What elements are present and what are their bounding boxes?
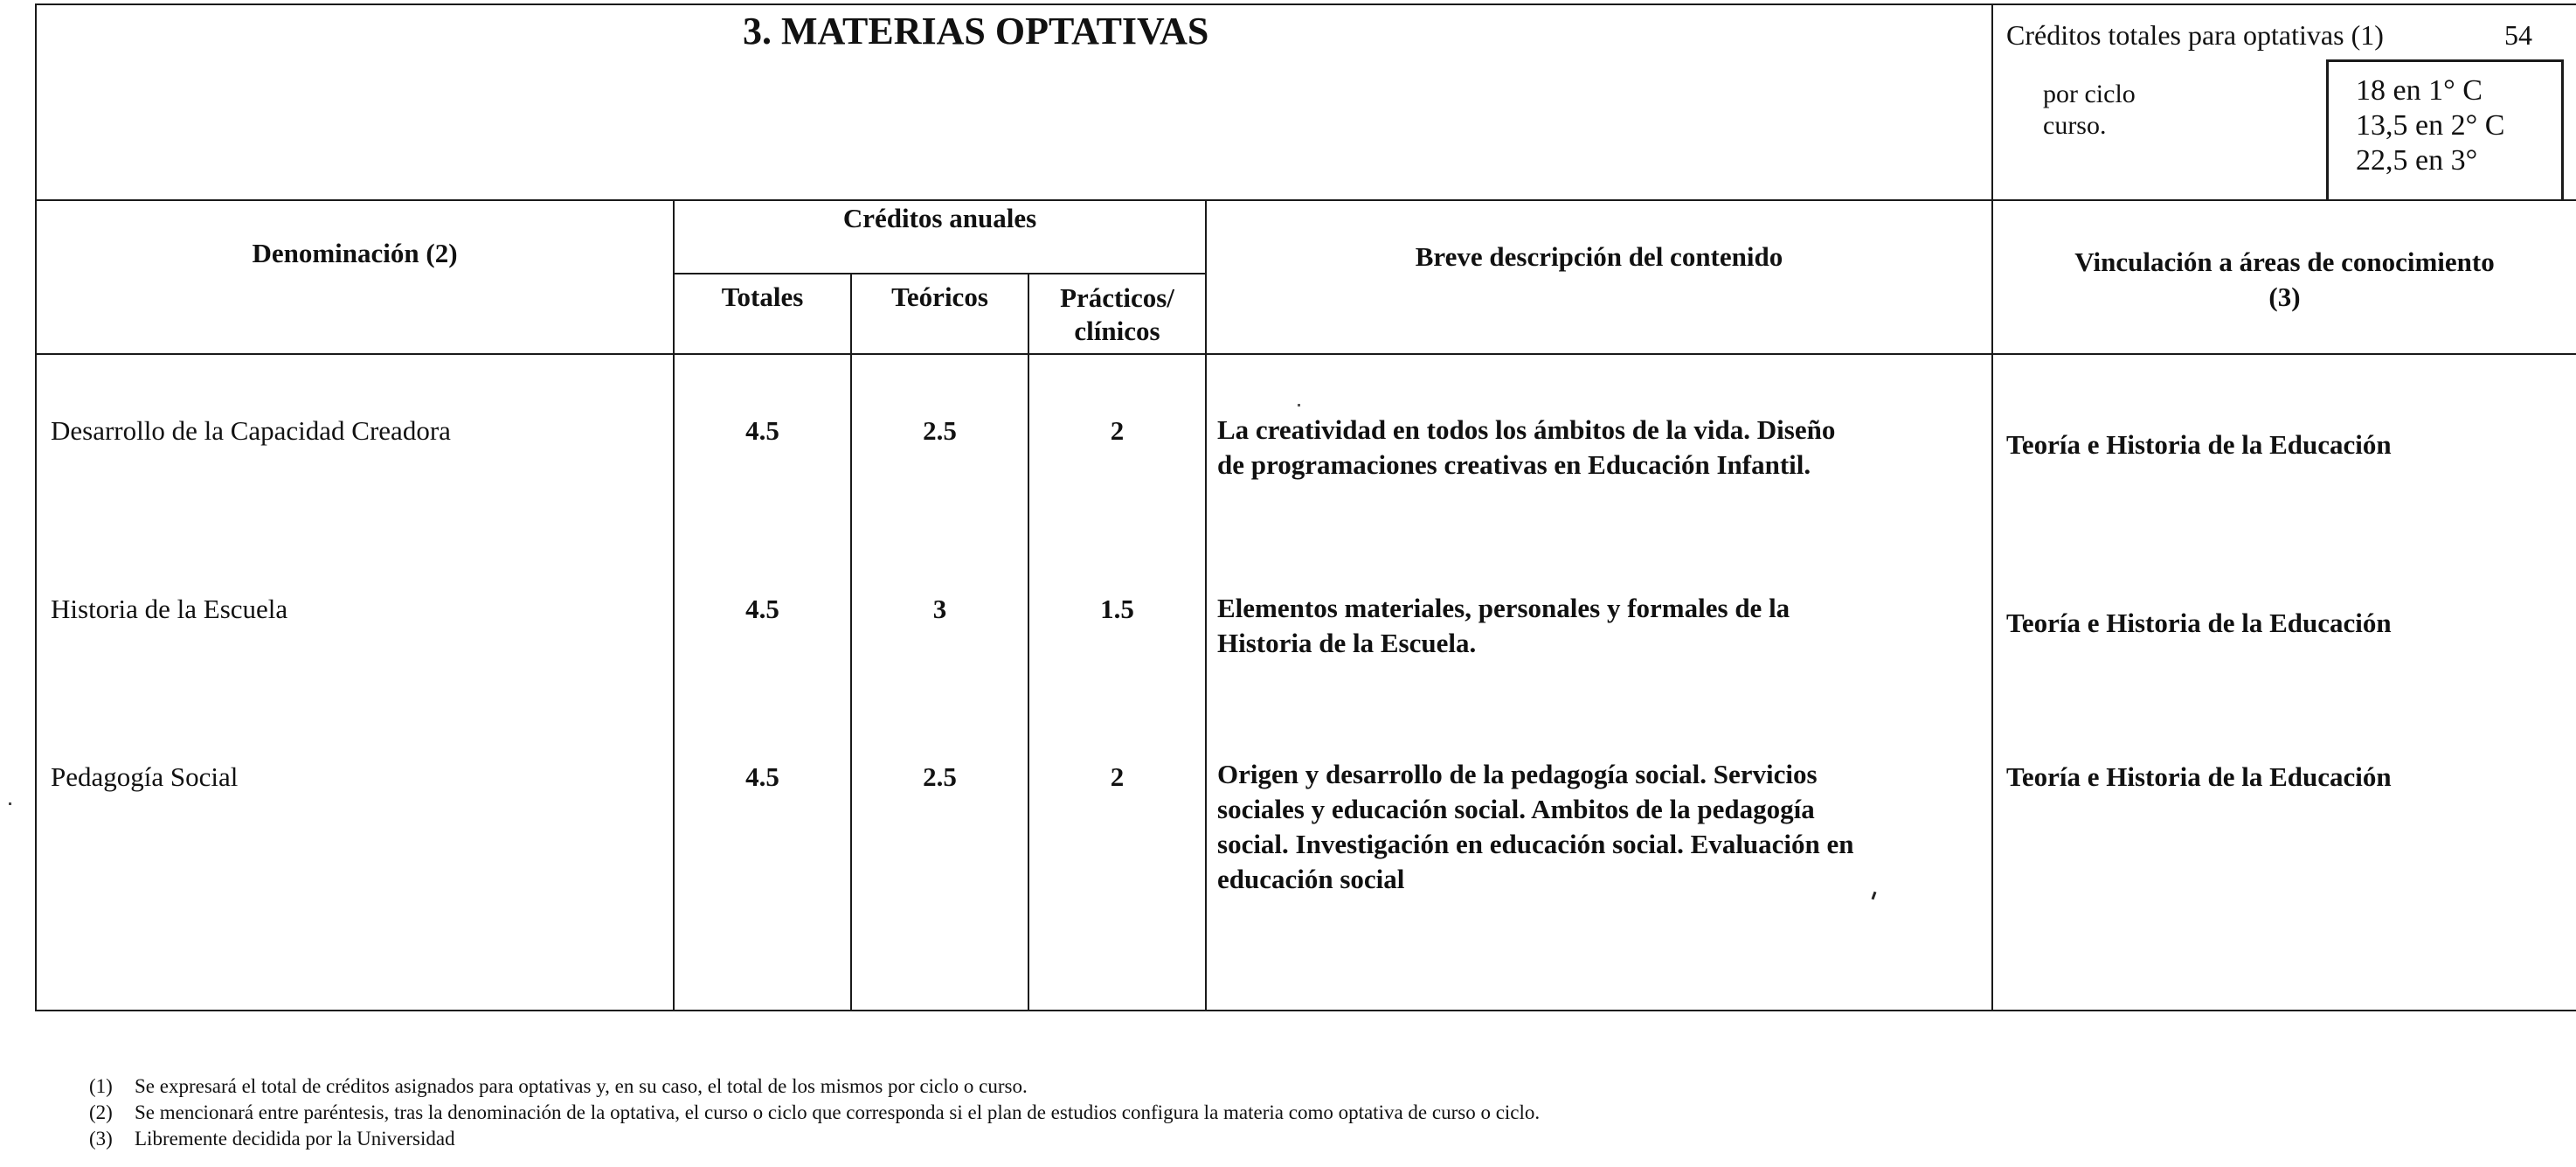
header-creditos-anuales: Créditos anuales — [842, 203, 1037, 233]
row-1-practicos: 2 — [1110, 415, 1125, 446]
header-vinculacion: Vinculación a áreas de conocimiento (3) — [2074, 247, 2495, 312]
row-2-area: Teoría e Historia de la Educación — [2006, 608, 2392, 638]
per-cycle-1: 18 en 1° C — [2356, 74, 2483, 107]
table-border-left — [35, 3, 37, 1011]
row-2-denominacion: Historia de la Escuela — [51, 594, 288, 624]
header-totales: Totales — [721, 281, 804, 312]
row-2-totales: 4.5 — [745, 594, 779, 624]
col-line-teoricos — [850, 273, 852, 1011]
scan-speck — [1872, 892, 1877, 900]
row-3-teoricos: 2.5 — [923, 761, 957, 792]
per-cycle-2: 13,5 en 2° C — [2356, 109, 2505, 142]
row-1-teoricos: 2.5 — [923, 415, 957, 446]
header-denominacion: Denominación (2) — [252, 238, 458, 268]
header-teoricos: Teóricos — [891, 281, 988, 312]
col-line-vinculacion — [1991, 3, 1993, 1011]
table-border-top — [35, 3, 2576, 5]
per-cycle-values — [2356, 73, 2504, 178]
row-3-denominacion: Pedagogía Social — [51, 761, 239, 792]
header-descripcion: Breve descripción del contenido — [1415, 241, 1783, 272]
col-line-practicos — [1028, 273, 1029, 1011]
table-border-bottom — [35, 1010, 2576, 1011]
row-2-teoricos: 3 — [932, 594, 947, 624]
row-2-descripcion: Elementos materiales, personales y formales de la Historia de la Escuela. — [1217, 593, 1790, 658]
header-practicos: Prácticos/ clínicos — [1060, 282, 1174, 346]
page-title: 3. MATERIAS OPTATIVAS — [743, 10, 1209, 52]
footnote-3: (3) Libremente decidida por la Universidad — [89, 1128, 455, 1150]
table-header-top-line — [35, 199, 2576, 201]
row-3-descripcion: Origen y desarrollo de la pedagogía social. Servicios sociales y educación social. Ambitos de la pedagogía social. Investigación en educación social. Evaluación en educación social — [1217, 759, 1854, 894]
row-2-practicos: 1.5 — [1100, 594, 1134, 624]
col-line-descripcion — [1205, 199, 1207, 1011]
row-3-area: Teoría e Historia de la Educación — [2006, 761, 2392, 792]
row-1-denominacion: Desarrollo de la Capacidad Creadora — [51, 415, 451, 446]
table-header-bottom-line — [35, 353, 2576, 355]
footnote-2: (2) Se mencionará entre paréntesis, tras la denominación de la optativa, el curso o ciclo que corresponda si el plan de estudios configura la materia como optativa de curso o ciclo. — [89, 1101, 1541, 1123]
row-1-area: Teoría e Historia de la Educación — [2006, 429, 2392, 460]
scan-speck — [1298, 404, 1300, 406]
credits-total-value: 54 — [2504, 19, 2532, 51]
per-cycle-label: por ciclo curso. — [2043, 80, 2136, 140]
row-3-totales: 4.5 — [745, 761, 779, 792]
credits-subheader-line — [673, 273, 1206, 274]
row-1-descripcion: La creatividad en todos los ámbitos de la vida. Diseño de programaciones creativas en Educación Infantil. — [1217, 414, 1836, 480]
row-1-totales: 4.5 — [745, 415, 779, 446]
footnote-1: (1) Se expresará el total de créditos asignados para optativas y, en su caso, el total de los mismos por ciclo o curso. — [89, 1075, 1028, 1097]
row-3-practicos: 2 — [1110, 761, 1125, 792]
credits-total-label: Créditos totales para optativas (1) — [2006, 19, 2384, 51]
scan-speck — [9, 802, 11, 805]
per-cycle-3: 22,5 en 3° — [2356, 144, 2478, 177]
